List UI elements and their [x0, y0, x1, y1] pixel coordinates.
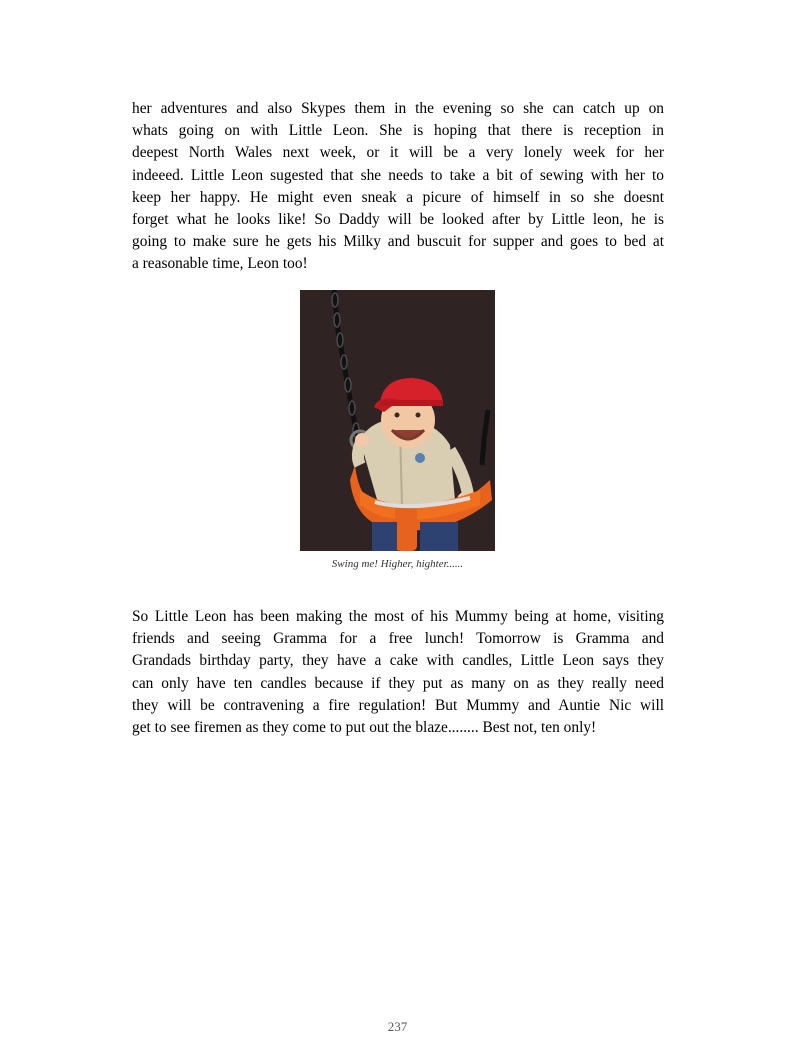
photo-illustration: [300, 290, 495, 551]
text-line: going to make sure he gets his Milky and buscuit for supper and goes to bed at: [132, 233, 664, 251]
text-line: deepest North Wales next week, or it will be a very lonely week for her: [132, 144, 664, 162]
text-line: whats going on with Little Leon. She is hoping that there is reception in: [132, 122, 664, 140]
text-line: can only have ten candles because if they put as many on as they really need: [132, 674, 664, 692]
photo-caption: Swing me! Higher, highter......: [331, 558, 464, 570]
text-line: indeeed. Little Leon sugested that she needs to take a bit of sewing with her to: [132, 166, 664, 184]
text-line: her adventures and also Skypes them in the evening so she can catch up on: [132, 100, 664, 117]
text-line: a reasonable time, Leon too!: [132, 255, 308, 273]
paragraph-1: [132, 98, 664, 276]
text-line: get to see firemen as they come to put out the blaze........ Best not, ten only!: [132, 719, 597, 737]
page-number: 237: [387, 1019, 408, 1034]
baby-swing-photo: [300, 290, 495, 551]
text-line: So Little Leon has been making the most of his Mummy being at home, visiting: [132, 608, 664, 625]
text-line: forget what he looks like! So Daddy will be looked after by Little leon, he is: [132, 211, 664, 229]
text-line: friends and seeing Gramma for a free lunch! Tomorrow is Gramma and: [132, 630, 664, 648]
text-line: keep her happy. He might even sneak a picure of himself in so she doesnt: [132, 188, 664, 206]
text-line: Grandads birthday party, they have a cake with candles, Little Leon says they: [132, 652, 664, 670]
text-line: they will be contravening a fire regulation! But Mummy and Auntie Nic will: [132, 696, 664, 714]
paragraph-2: [132, 606, 664, 739]
